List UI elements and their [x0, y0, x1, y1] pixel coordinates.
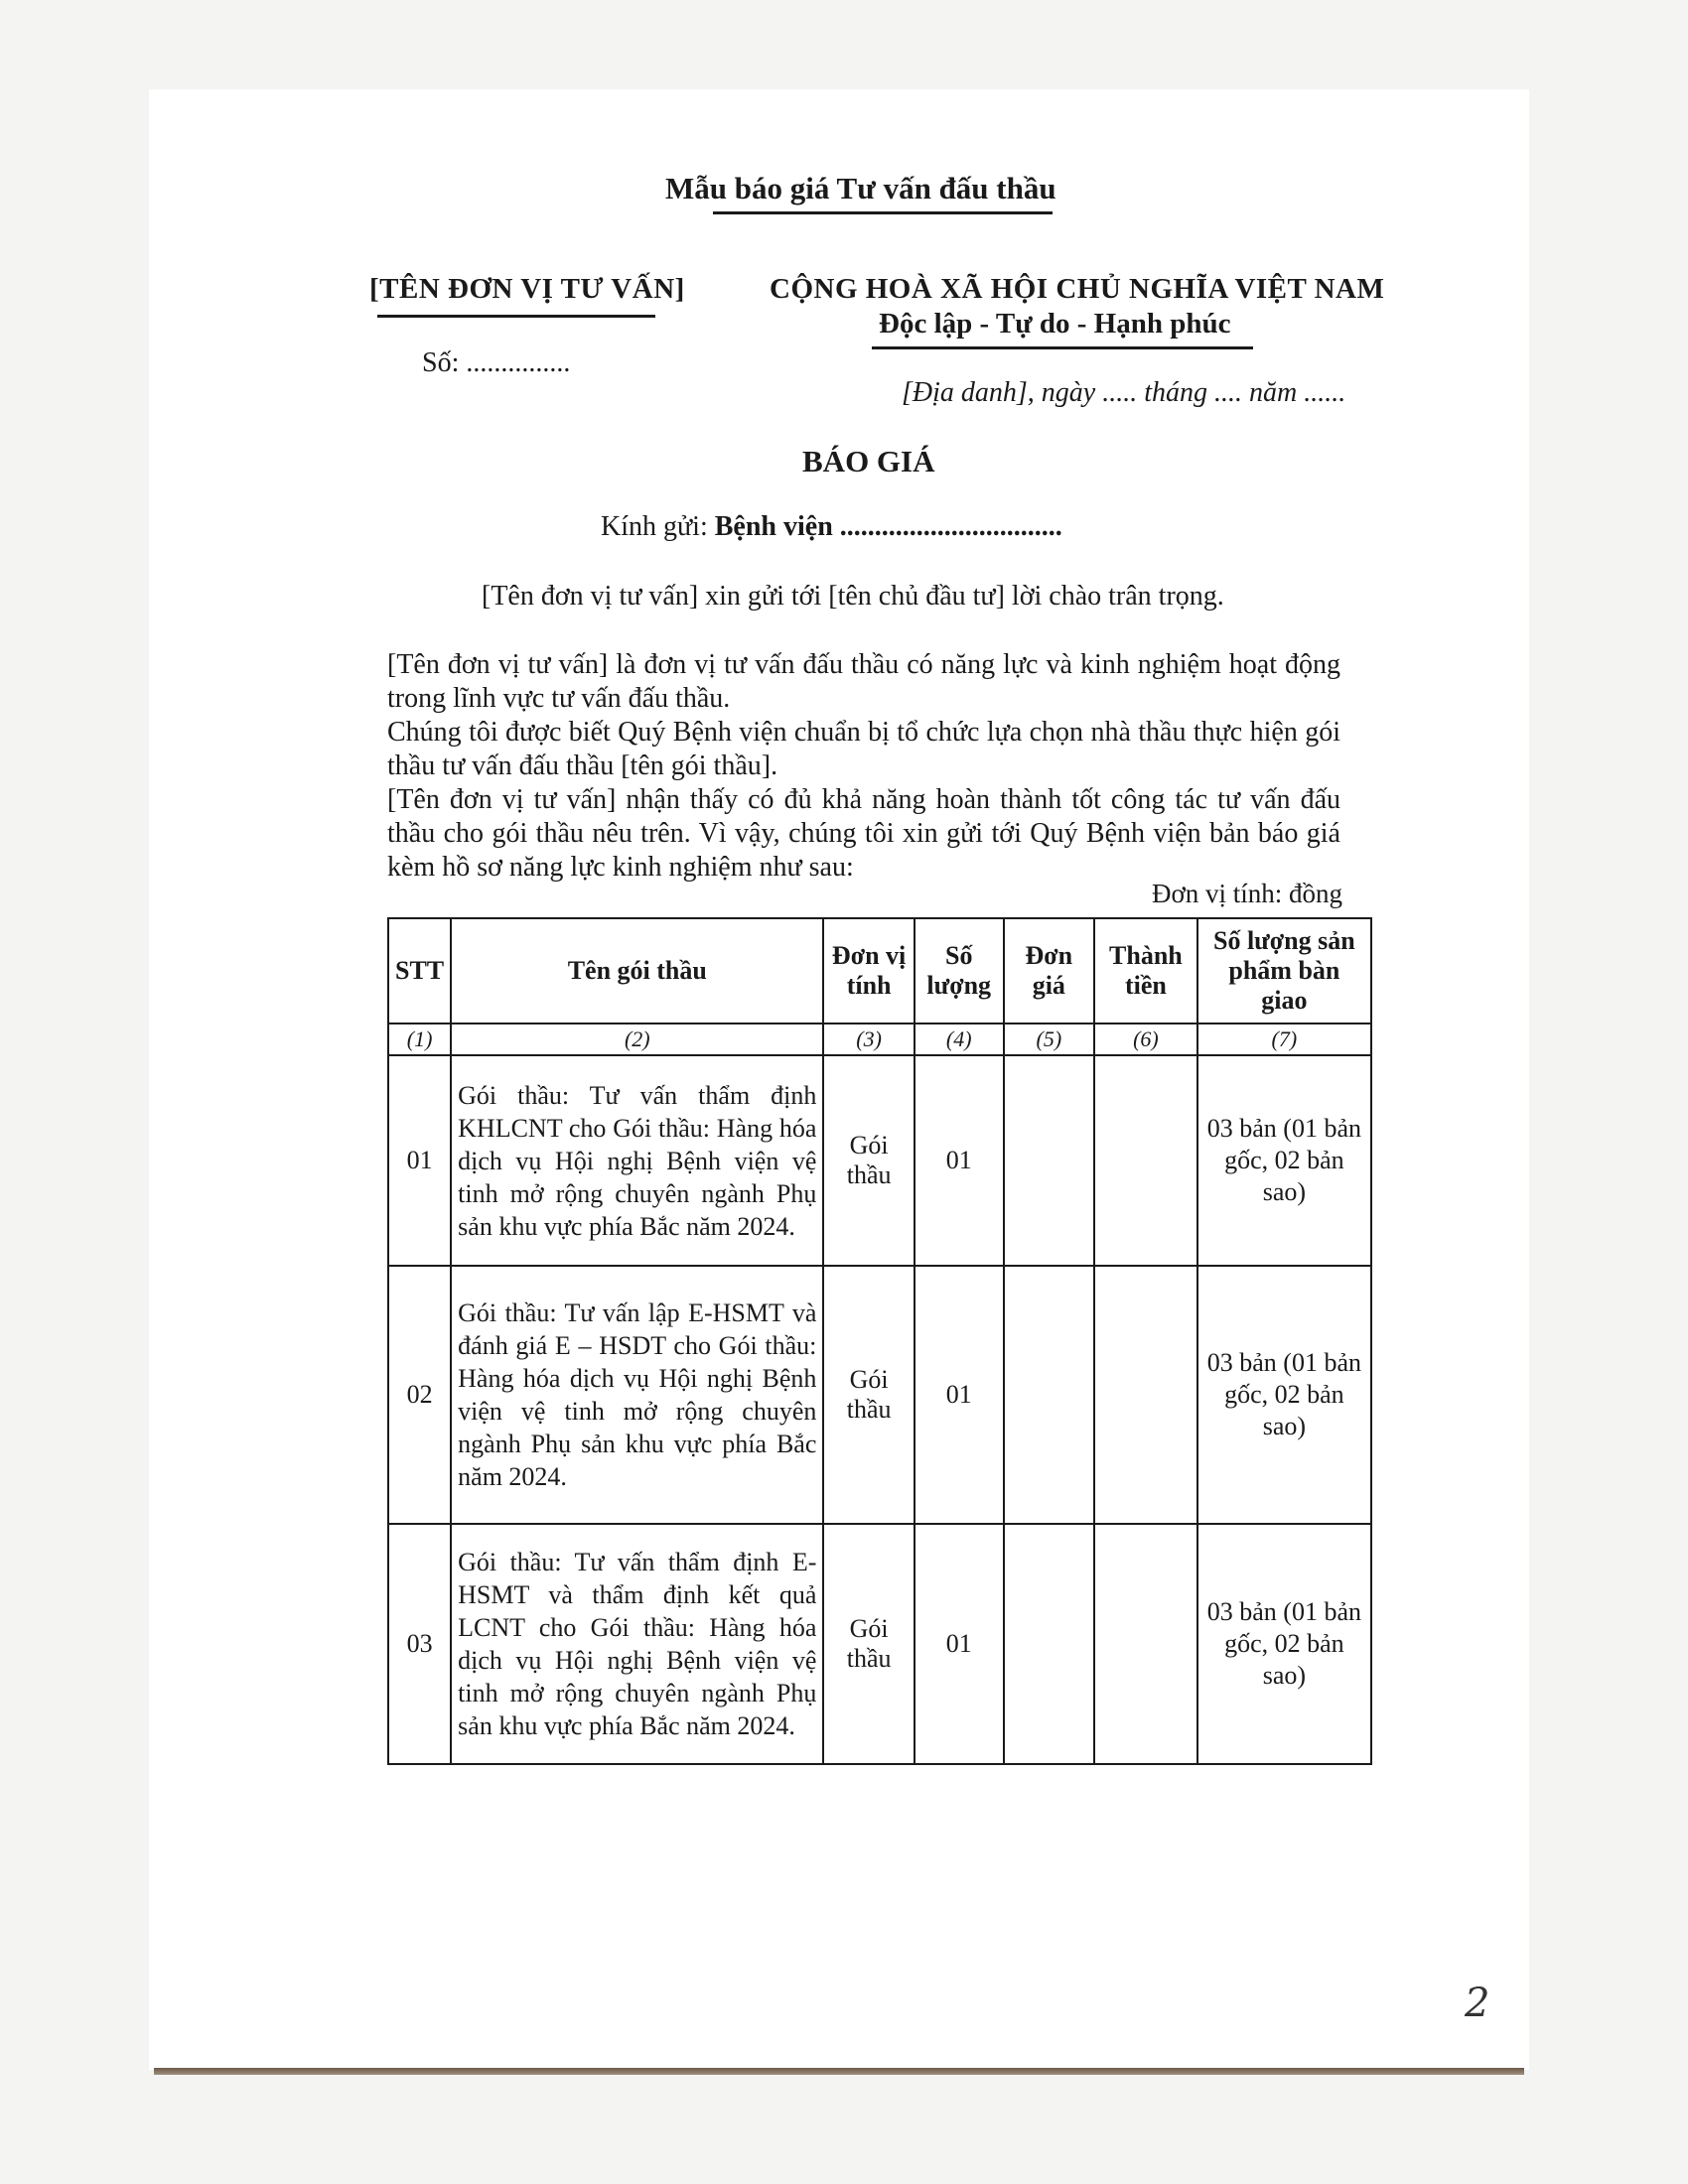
cell-quantity: 01: [914, 1266, 1004, 1524]
table-row: [388, 1266, 1371, 1524]
cell-unit-price: [1004, 1055, 1094, 1266]
cell-package-name: Gói thầu: Tư vấn thẩm định KHLCNT cho Gói thầu: Hàng hóa dịch vụ Hội nghị Bệnh viện vệ tinh mở rộng chuyên ngành Phụ sản khu vực phía Bắc năm 2024.: [451, 1055, 823, 1266]
header-stt: STT: [388, 918, 451, 1024]
column-number: (1): [388, 1024, 451, 1055]
currency-unit-note: Đơn vị tính: đồng: [1152, 879, 1343, 908]
column-number: (6): [1094, 1024, 1197, 1055]
cell-amount: [1094, 1524, 1197, 1764]
header-quantity: Số lượng: [914, 918, 1004, 1024]
column-number: (3): [823, 1024, 914, 1055]
table-row: [388, 1055, 1371, 1266]
cell-quantity: 01: [914, 1055, 1004, 1266]
cell-amount: [1094, 1266, 1197, 1524]
document-number: Số: ...............: [422, 347, 571, 378]
cell-deliverables: 03 bản (01 bản gốc, 02 bản sao): [1197, 1266, 1371, 1524]
national-motto: Độc lập - Tự do - Hạnh phúc: [879, 308, 1231, 340]
cell-unit: Gói thầu: [823, 1055, 914, 1266]
cell-amount: [1094, 1055, 1197, 1266]
greeting: [Tên đơn vị tư vấn] xin gửi tới [tên chủ đầu tư] lời chào trân trọng.: [482, 581, 1224, 612]
recipient-prefix: Kính gửi:: [601, 511, 708, 542]
recipient-name: Bệnh viện ................................: [714, 511, 1062, 542]
header-package-name: Tên gói thầu: [451, 918, 823, 1024]
cell-stt: 01: [388, 1055, 451, 1266]
column-number: (4): [914, 1024, 1004, 1055]
page-bottom-edge: [154, 2068, 1524, 2075]
paragraph-offer: [Tên đơn vị tư vấn] nhận thấy có đủ khả năng hoàn thành tốt công tác tư vấn đấu thầu cho gói thầu nêu trên. Vì vậy, chúng tôi xin gửi tới Quý Bệnh viện bản báo giá kèm hồ sơ năng lực kinh nghiệm như sau:: [387, 784, 1340, 883]
recipient-line: [601, 511, 1062, 543]
cell-unit: Gói thầu: [823, 1266, 914, 1524]
place-and-date: [Địa danh], ngày ..... tháng .... năm ......: [902, 377, 1346, 408]
column-number: (2): [451, 1024, 823, 1055]
column-number: (7): [1197, 1024, 1371, 1055]
form-title-underline: [713, 211, 1053, 214]
page-number-handwritten: 2: [1465, 1980, 1490, 2026]
cell-stt: 03: [388, 1524, 451, 1764]
cell-stt: 02: [388, 1266, 451, 1524]
header-deliverables: Số lượng sản phẩm bàn giao: [1197, 918, 1371, 1024]
column-number: (5): [1004, 1024, 1094, 1055]
header-unit-price: Đơn giá: [1004, 918, 1094, 1024]
cell-deliverables: 03 bản (01 bản gốc, 02 bản sao): [1197, 1524, 1371, 1764]
quotation-table: [387, 917, 1372, 1765]
paragraph-awareness: Chúng tôi được biết Quý Bệnh viện chuẩn bị tổ chức lựa chọn nhà thầu thực hiện gói thầu tư vấn đấu thầu [tên gói thầu].: [387, 717, 1340, 781]
org-name-underline: [377, 315, 655, 318]
column-number-row: [388, 1024, 1371, 1055]
form-title: Mẫu báo giá Tư vấn đấu thầu: [665, 171, 1056, 205]
paragraph-capability: [Tên đơn vị tư vấn] là đơn vị tư vấn đấu thầu có năng lực và kinh nghiệm hoạt động trong lĩnh vực tư vấn đấu thầu.: [387, 649, 1340, 714]
national-title: CỘNG HOÀ XÃ HỘI CHỦ NGHĨA VIỆT NAM: [770, 273, 1385, 305]
cell-package-name: Gói thầu: Tư vấn thẩm định E-HSMT và thẩm định kết quả LCNT cho Gói thầu: Hàng hóa dịch vụ Hội nghị Bệnh viện vệ tinh mở rộng chuyên ngành Phụ sản khu vực phía Bắc năm 2024.: [451, 1524, 823, 1764]
table-header-row: [388, 918, 1371, 1024]
cell-package-name: Gói thầu: Tư vấn lập E-HSMT và đánh giá E – HSDT cho Gói thầu: Hàng hóa dịch vụ Hội nghị Bệnh viện vệ tinh mở rộng chuyên ngành Phụ sản khu vực phía Bắc năm 2024.: [451, 1266, 823, 1524]
consultant-org-name: [TÊN ĐƠN VỊ TƯ VẤN]: [369, 273, 685, 305]
table-row: [388, 1524, 1371, 1764]
cell-unit: Gói thầu: [823, 1524, 914, 1764]
cell-unit-price: [1004, 1266, 1094, 1524]
motto-underline: [872, 346, 1253, 349]
document-heading: BÁO GIÁ: [802, 444, 935, 478]
cell-unit-price: [1004, 1524, 1094, 1764]
header-amount: Thành tiền: [1094, 918, 1197, 1024]
header-unit: Đơn vị tính: [823, 918, 914, 1024]
cell-quantity: 01: [914, 1524, 1004, 1764]
cell-deliverables: 03 bản (01 bản gốc, 02 bản sao): [1197, 1055, 1371, 1266]
